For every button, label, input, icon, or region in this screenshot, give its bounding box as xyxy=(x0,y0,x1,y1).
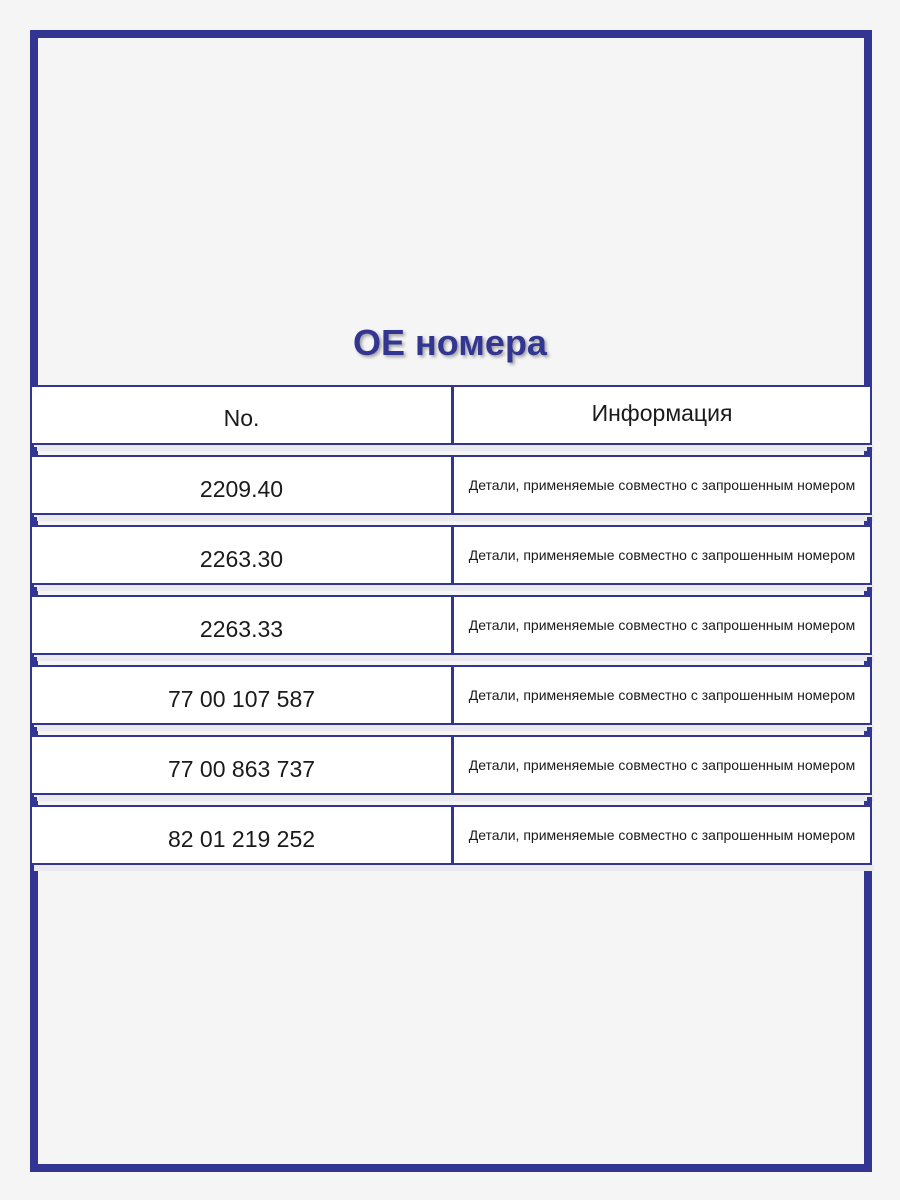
table-row xyxy=(30,735,872,795)
oe-number-cell: 82 01 219 252 xyxy=(30,805,451,865)
column-header-no: No. xyxy=(30,385,451,445)
info-cell: Детали, применяемые совместно с запрошенным номером xyxy=(451,525,872,585)
row-corner-marker xyxy=(32,797,37,802)
oe-number-cell: 77 00 863 737 xyxy=(30,735,451,795)
row-corner-marker xyxy=(867,657,872,662)
row-corner-marker xyxy=(867,727,872,732)
column-header-info: Информация xyxy=(451,385,872,445)
table-header-row xyxy=(30,385,872,445)
info-cell: Детали, применяемые совместно с запрошенным номером xyxy=(451,595,872,655)
oe-number-cell: 77 00 107 587 xyxy=(30,665,451,725)
table-row xyxy=(30,455,872,515)
oe-number-cell: 2263.30 xyxy=(30,525,451,585)
table-row xyxy=(30,665,872,725)
row-corner-marker xyxy=(32,447,37,452)
oe-number-cell: 2263.33 xyxy=(30,595,451,655)
row-corner-marker xyxy=(867,587,872,592)
info-cell: Детали, применяемые совместно с запрошенным номером xyxy=(451,735,872,795)
table-row xyxy=(30,525,872,585)
row-corner-marker xyxy=(32,657,37,662)
table-row xyxy=(30,805,872,865)
row-corner-marker xyxy=(867,447,872,452)
info-cell: Детали, применяемые совместно с запрошенным номером xyxy=(451,455,872,515)
oe-numbers-table xyxy=(30,385,872,875)
page-title: OE номера xyxy=(353,322,547,363)
row-corner-marker xyxy=(32,517,37,522)
oe-number-cell: 2209.40 xyxy=(30,455,451,515)
info-cell: Детали, применяемые совместно с запрошенным номером xyxy=(451,665,872,725)
row-corner-marker xyxy=(32,587,37,592)
table-row xyxy=(30,595,872,655)
row-corner-marker xyxy=(867,517,872,522)
row-corner-marker xyxy=(32,727,37,732)
row-corner-marker xyxy=(867,797,872,802)
info-cell: Детали, применяемые совместно с запрошенным номером xyxy=(451,805,872,865)
